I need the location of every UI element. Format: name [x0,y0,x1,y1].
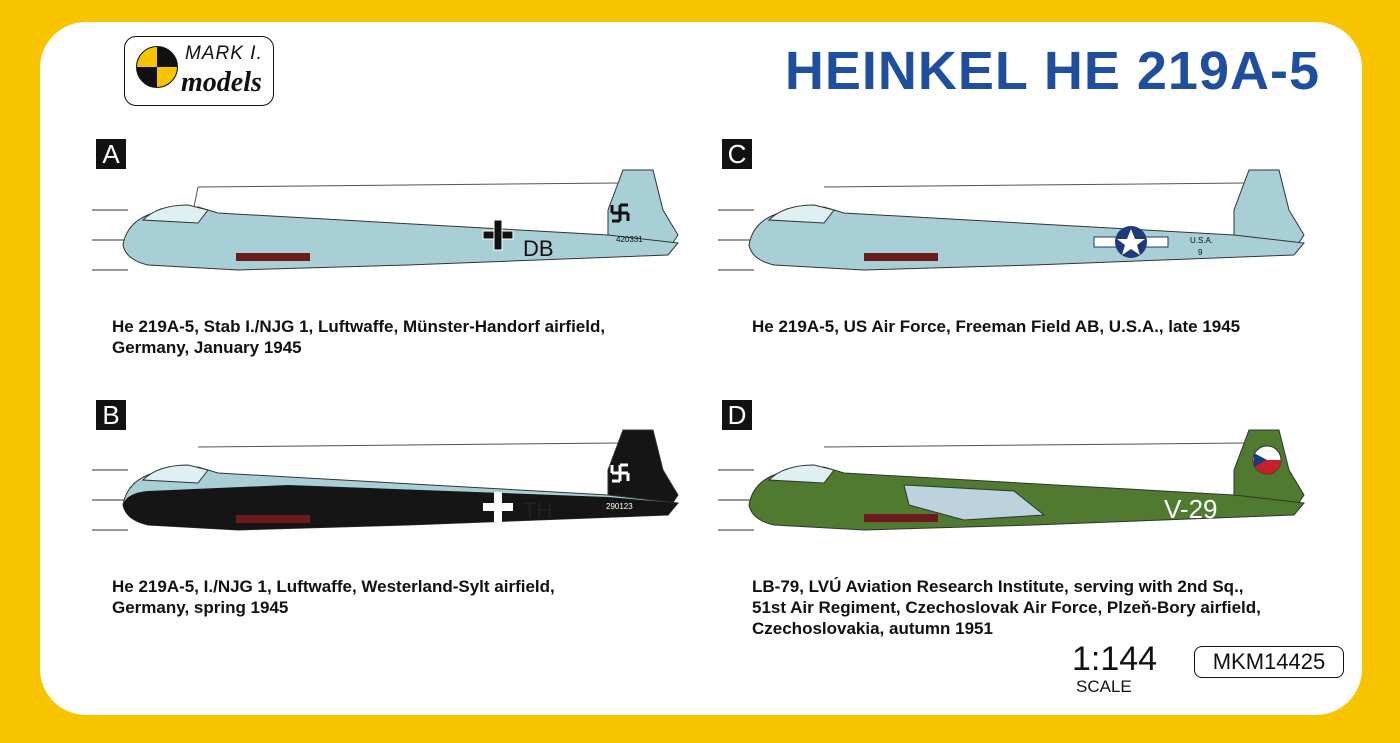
plane-d-profile [714,425,1314,565]
product-code: MKM14425 [1194,646,1344,678]
scale-label: SCALE [1076,677,1132,696]
panel-c-caption: He 219A-5, US Air Force, Freeman Field AB, U.S.A., late 1945 [752,317,1241,336]
plane-d-code: V-29 [1164,494,1218,524]
plane-a-profile [88,165,688,305]
plane-a-code: DB [523,236,554,261]
panel-d-letter: D [722,400,752,430]
brand-mark: MARK I. [185,43,263,64]
panel-b-letter: B [96,400,126,430]
plane-c-code: U.S.A. [1190,236,1214,245]
plane-b-code: TH [523,498,553,523]
panel-c-letter: C [722,139,752,169]
plane-b-profile [88,425,688,565]
panel-d-caption: LB-79, LVÚ Aviation Research Institute, serving with 2nd Sq., 51st Air Regiment, Czechoslovak Air Force, Plzeň-Bory airfield, Czechoslovakia, autumn 1951 [752,577,1261,638]
brand-logo [124,36,274,106]
czechoslovak-roundel-icon [1253,446,1281,474]
roundel-logo-icon [135,45,179,89]
panel-b-caption: He 219A-5, I./NJG 1, Luftwaffe, Westerland-Sylt airfield, Germany, spring 1945 [112,577,555,617]
plane-c-serial: 9 [1198,248,1203,257]
scale-value: 1:144 [1072,640,1158,678]
plane-a-serial: 420331 [616,235,643,244]
brand-models: models [181,67,262,98]
plane-b-serial: 290123 [606,502,633,511]
panel-a-caption: He 219A-5, Stab I./NJG 1, Luftwaffe, Münster-Handorf airfield, Germany, January 1945 [112,317,606,357]
page-title: HEINKEL HE 219A-5 [784,41,1320,101]
panel-a-letter: A [96,139,126,169]
plane-c-profile [714,165,1314,305]
